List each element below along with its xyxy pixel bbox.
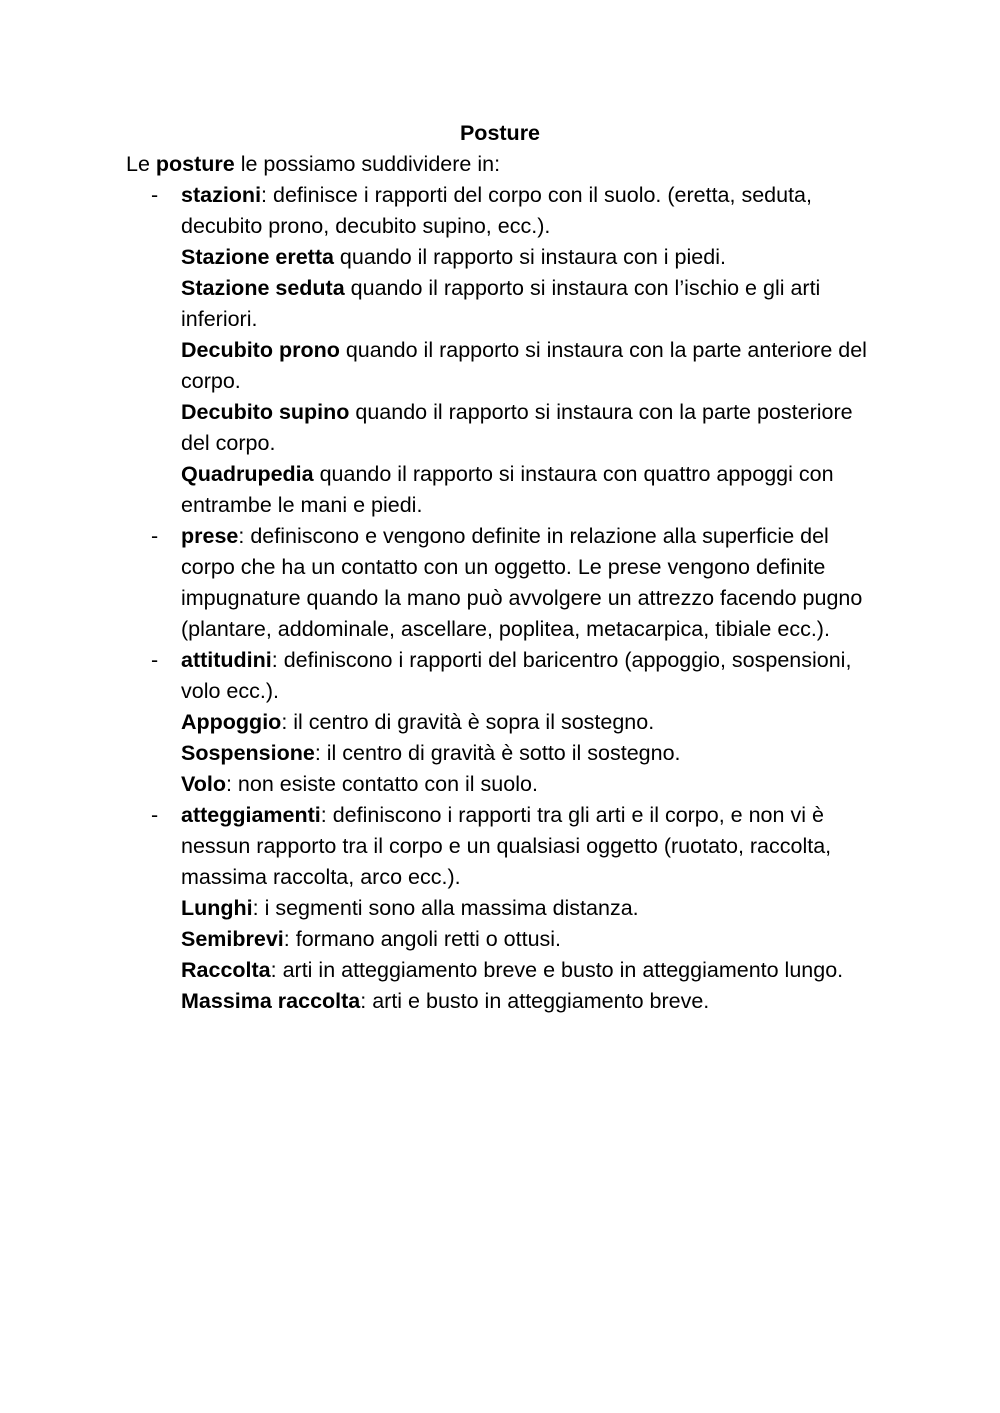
sub-entry	[181, 893, 886, 924]
sub-term: Stazione seduta	[181, 276, 345, 300]
sub-entry	[181, 335, 886, 397]
list-item-stazioni	[126, 180, 886, 521]
sub-term: Appoggio	[181, 710, 282, 734]
sub-description: : non esiste contatto con il suolo.	[225, 772, 538, 796]
intro-suffix: le possiamo suddividere in:	[234, 152, 501, 176]
sub-entry	[181, 242, 886, 273]
sub-term: Semibrevi	[181, 927, 284, 951]
sub-description: : arti e busto in atteggiamento breve.	[360, 989, 710, 1013]
intro-term: posture	[155, 152, 235, 176]
sub-description: : formano angoli retti o ottusi.	[283, 927, 562, 951]
sub-description: quando il rapporto si instaura con la parte posteriore del corpo.	[181, 400, 853, 455]
sub-entry	[181, 397, 886, 459]
page-title: Posture	[459, 121, 541, 145]
item-term: prese	[181, 524, 239, 548]
item-main-text	[181, 645, 886, 707]
sub-term: Massima raccolta	[181, 989, 361, 1013]
item-description: : definiscono i rapporti tra gli arti e il corpo, e non vi è nessun rapporto tra il corpo e un qualsiasi oggetto (ruotato, raccolta, massima raccolta, arco ecc.).	[181, 803, 832, 889]
sub-entry	[181, 769, 886, 800]
posture-list	[126, 180, 886, 1017]
item-main-text	[181, 521, 886, 645]
item-main-text	[181, 180, 886, 242]
sub-term: Decubito supino	[181, 400, 350, 424]
item-term: atteggiamenti	[181, 803, 321, 827]
item-term: stazioni	[181, 183, 262, 207]
intro-paragraph	[126, 149, 886, 180]
item-term: attitudini	[181, 648, 272, 672]
sub-entry	[181, 459, 886, 521]
sub-entry	[181, 955, 886, 986]
document	[126, 118, 886, 1017]
sub-term: Lunghi	[181, 896, 253, 920]
list-bullet: -	[151, 648, 159, 672]
sub-description: quando il rapporto si instaura con l’ischio e gli arti inferiori.	[181, 276, 821, 331]
sub-term: Quadrupedia	[181, 462, 314, 486]
list-item-attitudini	[126, 645, 886, 800]
sub-description: quando il rapporto si instaura con la parte anteriore del corpo.	[181, 338, 867, 393]
sub-term: Raccolta	[181, 958, 271, 982]
sub-entry	[181, 738, 886, 769]
list-bullet: -	[151, 183, 159, 207]
item-description: : definiscono i rapporti del baricentro (appoggio, sospensioni, volo ecc.).	[181, 648, 852, 703]
sub-description: : il centro di gravità è sotto il sostegno.	[314, 741, 681, 765]
sub-description: : i segmenti sono alla massima distanza.	[252, 896, 639, 920]
item-description: : definisce i rapporti del corpo con il suolo. (eretta, seduta, decubito prono, decubito supino, ecc.).	[181, 183, 812, 238]
sub-description: quando il rapporto si instaura con i piedi.	[333, 245, 726, 269]
sub-description: quando il rapporto si instaura con quattro appoggi con entrambe le mani e piedi.	[181, 462, 834, 517]
sub-entry	[181, 986, 886, 1017]
sub-entry	[181, 924, 886, 955]
sub-entry	[181, 273, 886, 335]
sub-description: : il centro di gravità è sopra il sostegno.	[281, 710, 655, 734]
list-item-prese	[126, 521, 886, 645]
sub-entry	[181, 707, 886, 738]
sub-description: : arti in atteggiamento breve e busto in atteggiamento lungo.	[270, 958, 844, 982]
sub-term: Sospensione	[181, 741, 315, 765]
intro-prefix: Le	[126, 152, 156, 176]
item-main-text	[181, 800, 886, 893]
list-bullet: -	[151, 524, 159, 548]
list-bullet: -	[151, 803, 159, 827]
sub-term: Stazione eretta	[181, 245, 334, 269]
sub-term: Decubito prono	[181, 338, 340, 362]
sub-term: Volo	[181, 772, 226, 796]
list-item-atteggiamenti	[126, 800, 886, 1017]
item-description: : definiscono e vengono definite in relazione alla superficie del corpo che ha un contatto con un oggetto. Le prese vengono definite impugnature quando la mano può avvolgere un attrezzo facendo pugno (plantare, addominale, ascellare, poplitea, metacarpica, tibiale ecc.).	[181, 524, 863, 641]
